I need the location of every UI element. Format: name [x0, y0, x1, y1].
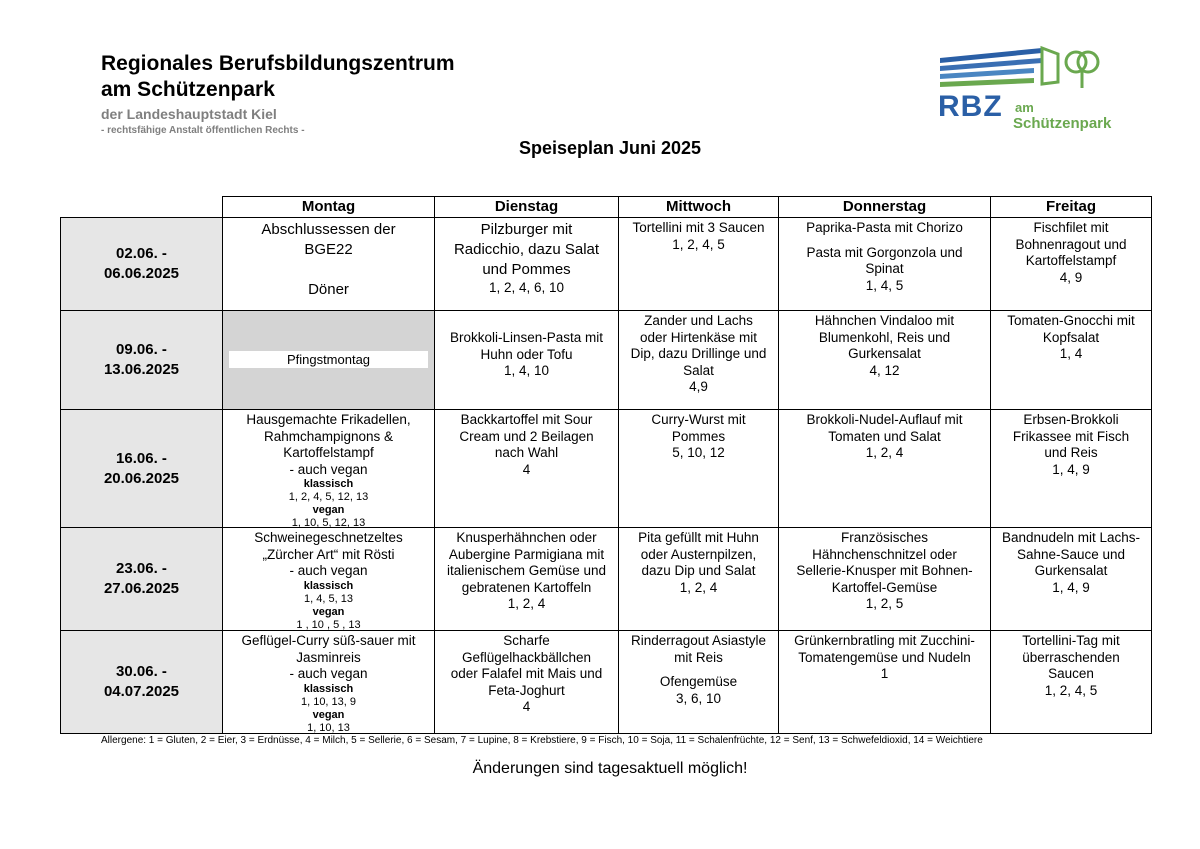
day-header-thursday: Donnerstag — [842, 198, 927, 215]
meal-w1-thursday: Paprika-Pasta mit Chorizo Pasta mit Gorgonzola und Spinat 1, 4, 5 — [806, 220, 963, 293]
school-city: der Landeshauptstadt Kiel — [101, 106, 277, 122]
week-label-4: 23.06. - 27.06.2025 — [61, 528, 222, 630]
day-header-monday: Montag — [301, 198, 356, 215]
meal-w1-monday: Abschlussessen der BGE22 Döner — [261, 221, 396, 298]
school-name-line1: Regionales Berufsbildungszentrum — [101, 52, 455, 75]
week-label-5: 30.06. - 04.07.2025 — [61, 631, 222, 733]
day-header-wednesday: Mittwoch — [666, 198, 731, 215]
day-header-friday: Freitag — [1045, 198, 1096, 215]
meal-w2-friday: Tomaten-Gnocchi mit Kopfsalat 1, 4 — [1007, 313, 1135, 361]
week-label-3: 16.06. - 20.06.2025 — [61, 410, 222, 527]
meal-w2-wednesday: Zander und Lachs oder Hirtenkäse mit Dip, dazu Drillinge und Salat 4,9 — [630, 313, 767, 394]
meal-w3-wednesday: Curry-Wurst mit Pommes 5, 10, 12 — [651, 412, 746, 460]
week-label-2: 09.06. - 13.06.2025 — [61, 311, 222, 409]
meal-w4-thursday: Französisches Hähnchenschnitzel oder Sellerie-Knusper mit Bohnen- Kartoffel-Gemüse 1, 2, 5 — [796, 530, 973, 611]
meal-w1-friday: Fischfilet mit Bohnenragout und Kartoffelstampf 4, 9 — [1015, 220, 1127, 285]
meal-w4-wednesday: Pita gefüllt mit Huhn oder Austernpilzen, dazu Dip und Salat 1, 2, 4 — [638, 530, 759, 595]
meal-w3-tuesday: Backkartoffel mit Sour Cream und 2 Beilagen nach Wahl 4 — [459, 412, 594, 477]
meal-w3-thursday: Brokkoli-Nudel-Auflauf mit Tomaten und Salat 1, 2, 4 — [806, 412, 963, 460]
meal-w4-tuesday: Knusperhähnchen oder Aubergine Parmigiana mit italienischem Gemüse und gebratenen Kartoffeln 1, 2, 4 — [446, 530, 607, 611]
meal-w3-friday: Erbsen-Brokkoli Frikassee mit Fisch und Reis 1, 4, 9 — [1012, 412, 1130, 477]
week-label-1: 02.06. - 06.06.2025 — [61, 218, 222, 310]
meal-w1-tuesday: Pilzburger mit Radicchio, dazu Salat und Pommes 1, 2, 4, 6, 10 — [453, 221, 600, 295]
allergen-legend: Allergene: 1 = Gluten, 2 = Eier, 3 = Erdnüsse, 4 = Milch, 5 = Sellerie, 6 = Sesam, 7 = Lupine, 8 = Krebstiere, 9 = Fisch, 10 = Soja, 11 = Schalenfrüchte, 12 = Senf, 13 = Schwefeldioxid, 14 = Weichtiere — [101, 735, 983, 746]
meal-w2-tuesday: Brokkoli-Linsen-Pasta mit Huhn oder Tofu 1, 4, 10 — [449, 330, 604, 378]
meal-w2-thursday: Hähnchen Vindaloo mit Blumenkohl, Reis und Gurkensalat 4, 12 — [814, 313, 955, 378]
meal-w5-thursday: Grünkernbratling mit Zucchini- Tomatengemüse und Nudeln 1 — [794, 633, 975, 681]
logo-am: am — [1015, 100, 1034, 115]
school-legal-form: - rechtsfähige Anstalt öffentlichen Rechts - — [101, 125, 305, 136]
meal-w5-monday: Geflügel-Curry süß-sauer mit Jasminreis - auch vegan klassisch 1, 10, 13, 9 vegan 1, 10, 13 — [241, 633, 416, 734]
meal-w4-monday: Schweinegeschnetzeltes „Zürcher Art“ mit Rösti - auch vegan klassisch 1, 4, 5, 13 vegan 1 , 10 , 5 , 13 — [254, 530, 403, 631]
meal-w4-friday: Bandnudeln mit Lachs- Sahne-Sauce und Gurkensalat 1, 4, 9 — [1001, 530, 1141, 595]
plan-title: Speiseplan Juni 2025 — [518, 138, 702, 158]
meal-w5-tuesday: Scharfe Geflügelhackbällchen oder Falafel mit Mais und Feta-Joghurt 4 — [450, 633, 603, 714]
holiday-pfingstmontag: Pfingstmontag — [229, 351, 428, 368]
meal-w1-wednesday: Tortellini mit 3 Saucen 1, 2, 4, 5 — [632, 220, 765, 252]
day-header-tuesday: Dienstag — [494, 198, 559, 215]
meal-w3-monday: Hausgemachte Frikadellen, Rahmchampignons & Kartoffelstampf - auch vegan klassisch 1, 2, 4, 5, 12, 13 vegan 1, 10, 5, 12, 13 — [246, 412, 411, 529]
school-name-line2: am Schützenpark — [101, 78, 275, 101]
meal-w5-friday: Tortellini-Tag mit überraschenden Saucen 1, 2, 4, 5 — [1022, 633, 1120, 698]
logo-rbz: RBZ — [938, 90, 1003, 123]
logo-schuetzenpark: Schützenpark — [1013, 115, 1112, 132]
meal-w5-wednesday: Rinderragout Asiastyle mit Reis Ofengemüse 3, 6, 10 — [630, 633, 767, 706]
changes-note: Änderungen sind tagesaktuell möglich! — [472, 760, 748, 777]
